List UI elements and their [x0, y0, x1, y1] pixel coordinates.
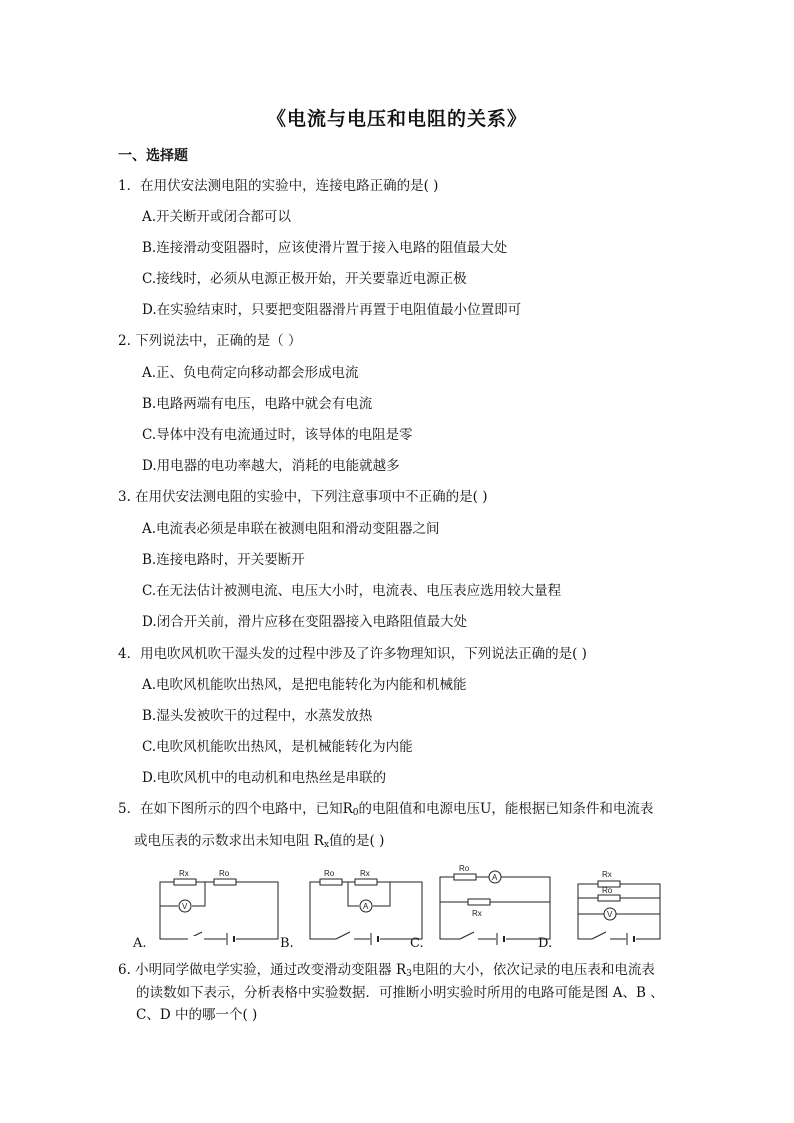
circuit-c-switch-gap	[460, 936, 478, 942]
circuit-b-switch-gap	[336, 936, 354, 942]
circuit-diagrams	[130, 862, 670, 954]
circuit-c-rx-resistor	[468, 899, 490, 905]
circuit-b	[310, 869, 422, 946]
circuit-b-wire-1	[348, 882, 359, 906]
question-2-stem: 2. 下列说法中，正确的是（ ）	[118, 333, 302, 349]
document-title: 《电流与电压和电阻的关系》	[266, 108, 527, 130]
question-3-option-c: C.在无法估计被测电流、电压大小时，电流表、电压表应选用较大量程	[142, 583, 562, 599]
circuit-c-ro-label: Ro	[459, 864, 470, 873]
question-4-option-d: D.电吹风机中的电动机和电热丝是串联的	[142, 770, 387, 786]
question-5-subscript-x: x	[323, 840, 330, 850]
circuit-a-switch-gap	[186, 936, 204, 942]
circuit-a-voltmeter-label: V	[182, 902, 188, 911]
question-3-option-d: D.闭合开关前，滑片应移在变阻器接入电路阻值最大处	[142, 614, 468, 630]
circuit-a-ro-label: Ro	[219, 869, 230, 878]
question-4-option-a: A.电吹风机能吹出热风，是把电能转化为内能和机械能	[142, 677, 467, 693]
question-3-option-a: A.电流表必须是串联在被测电阻和滑动变阻器之间	[142, 521, 440, 537]
circuit-a	[160, 869, 278, 946]
question-5-text-a: 5．在如下图所示的四个电路中，已知R	[118, 801, 353, 817]
circuit-d	[578, 870, 660, 946]
question-3-stem: 3. 在用伏安法测电阻的实验中，下列注意事项中不正确的是( )	[118, 489, 488, 505]
circuit-a-rx-label: Rx	[179, 869, 189, 878]
question-5-stem-line-1	[118, 800, 653, 822]
question-6-stem-line-1	[118, 961, 655, 983]
circuit-b-ro-resistor	[320, 879, 342, 885]
circuit-c-loop	[440, 877, 550, 939]
circuit-d-voltmeter-label: V	[607, 910, 613, 919]
question-5-text-b: 的电阻值和电源电压U，能根据已知条件和电流表	[358, 801, 654, 817]
question-2-option-d: D.用电器的电功率越大，消耗的电能就越多	[142, 458, 400, 474]
question-2-option-a: A.正、负电荷定向移动都会形成电流	[142, 365, 359, 381]
question-4-option-c: C.电吹风机能吹出热风，是机械能转化为内能	[142, 739, 413, 755]
question-4-stem: 4．用电吹风机吹干湿头发的过程中涉及了许多物理知识，下列说法正确的是( )	[118, 646, 587, 662]
circuit-c-rx-label: Rx	[472, 909, 482, 918]
circuit-c	[440, 864, 550, 946]
circuit-d-ro-label: Ro	[602, 886, 613, 895]
circuit-b-label: B.	[280, 936, 294, 951]
circuit-b-ammeter-label: A	[363, 902, 369, 911]
circuit-c-ammeter-label: A	[492, 873, 498, 882]
question-6-text-b: 电阻的大小，依次记录的电压表和电流表	[411, 962, 655, 978]
circuit-c-ro-resistor	[454, 874, 476, 880]
question-5-text-d: 值的是( )	[329, 833, 385, 849]
question-1-option-a: A.开关断开或闭合都可以	[142, 209, 292, 225]
circuit-c-label: C.	[410, 936, 424, 951]
circuit-d-switch-gap	[592, 936, 610, 942]
question-6-stem-line-3: C、D 中的哪一个( )	[136, 1007, 258, 1023]
question-6-subscript-3: 3	[406, 969, 412, 979]
circuit-b-rx-resistor	[355, 879, 377, 885]
circuit-a-label: A.	[133, 936, 147, 951]
circuit-b-wire-2	[373, 882, 390, 906]
question-2-option-b: B.电路两端有电压，电路中就会有电流	[142, 396, 373, 412]
question-2-option-c: C.导体中没有电流通过时，该导体的电阻是零	[142, 427, 413, 443]
circuit-a-loop	[160, 882, 278, 939]
question-4-option-b: B.湿头发被吹干的过程中，水蒸发放热	[142, 708, 373, 724]
circuit-d-loop	[578, 884, 660, 939]
circuit-a-ro-resistor	[214, 879, 236, 885]
question-1-stem: 1．在用伏安法测电阻的实验中，连接电路正确的是( )	[118, 178, 439, 194]
question-6-text-a: 6. 小明同学做电学实验，通过改变滑动变阻器 R	[118, 962, 407, 978]
circuit-diagrams-svg	[130, 862, 670, 954]
question-5-subscript-0: 0	[352, 808, 359, 818]
question-1-option-b: B.连接滑动变阻器时，应该使滑片置于接入电路的阻值最大处	[142, 240, 508, 256]
circuit-b-ro-label: Ro	[324, 869, 335, 878]
section-heading: 一、选择题	[118, 148, 188, 164]
circuit-b-rx-label: Rx	[360, 869, 370, 878]
circuit-a-rx-resistor	[174, 879, 196, 885]
circuit-d-ro-resistor	[598, 895, 620, 901]
question-1-option-c: C.接线时，必须从电源正极开始，开关要靠近电源正极	[142, 271, 467, 287]
circuit-a-wire-2	[192, 882, 205, 906]
question-6-stem-line-2: 的读数如下表示，分析表格中实验数据．可推断小明实验时所用的电路可能是图 A、B 、	[136, 985, 664, 1001]
circuit-d-rx-label: Rx	[602, 870, 612, 879]
circuit-d-label: D.	[538, 936, 553, 951]
question-5-stem-line-2	[134, 832, 384, 854]
question-3-option-b: B.连接电路时，开关要断开	[142, 552, 305, 568]
question-1-option-d: D.在实验结束时，只要把变阻器滑片再置于电阻值最小位置即可	[142, 302, 522, 318]
question-5-text-c: 或电压表的示数求出未知电阻 R	[134, 833, 324, 849]
